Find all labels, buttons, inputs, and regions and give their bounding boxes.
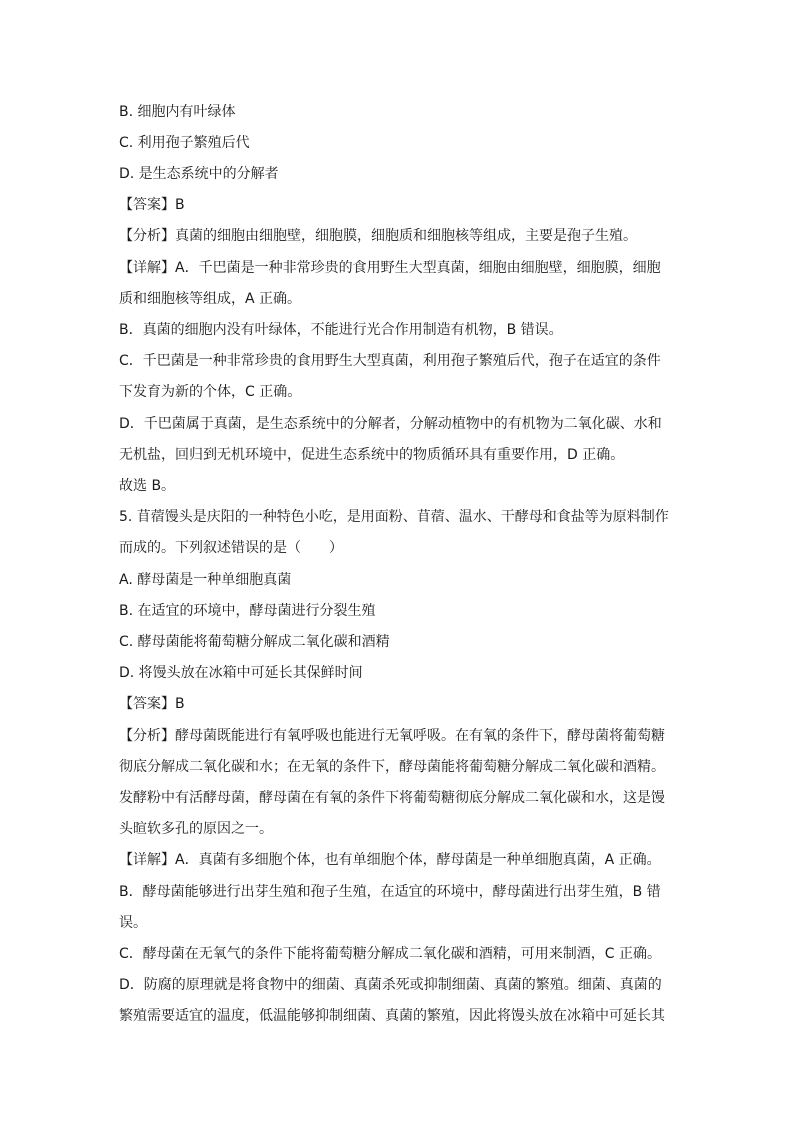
text-line: 而成的。下列叙述错误的是（ ） [119, 540, 343, 556]
text-line: 【分析】酵母菌既能进行有氧呼吸也能进行无氧呼吸。在有氧的条件下，酵母菌将葡萄糖 [119, 728, 665, 744]
text-line: D．防腐的原理就是将食物中的细菌、真菌杀死或抑制细菌、真菌的繁殖。细菌、真菌的 [119, 977, 662, 993]
text-line: 【答案】B [119, 696, 185, 712]
text-line: C. 酵母菌能将葡萄糖分解成二氧化碳和酒精 [119, 634, 390, 650]
text-line: 质和细胞核等组成，A 正确。 [119, 291, 302, 307]
text-line: 【答案】B [119, 197, 185, 213]
text-line: 发酵粉中有活酵母菌，酵母菌在有氧的条件下将葡萄糖彻底分解成二氧化碳和水，这是馒 [119, 790, 665, 806]
text-line: D. 是生态系统中的分解者 [119, 166, 279, 182]
text-line: A. 酵母菌是一种单细胞真菌 [119, 572, 292, 588]
text-line: 无机盐，回归到无机环境中，促进生态系统中的物质循环具有重要作用，D 正确。 [119, 447, 625, 463]
text-line: C．千巴菌是一种非常珍贵的食用野生大型真菌，利用孢子繁殖后代，孢子在适宜的条件 [119, 353, 661, 369]
text-line: 【详解】A．真菌有多细胞个体，也有单细胞个体，酵母菌是一种单细胞真菌，A 正确。 [119, 852, 661, 868]
text-line: C. 利用孢子繁殖后代 [119, 135, 250, 151]
text-line: 故选 B。 [119, 478, 176, 494]
text-line: C．酵母菌在无氧气的条件下能将葡萄糖分解成二氧化碳和酒精，可用来制酒，C 正确。 [119, 946, 661, 962]
text-line: 【分析】真菌的细胞由细胞壁，细胞膜，细胞质和细胞核等组成，主要是孢子生殖。 [119, 228, 637, 244]
text-line: B. 在适宜的环境中，酵母菌进行分裂生殖 [119, 603, 376, 619]
text-line: B．酵母菌能够进行出芽生殖和孢子生殖，在适宜的环境中，酵母菌进行出芽生殖，B 错 [119, 884, 661, 900]
text-line: 误。 [119, 915, 147, 931]
text-line: D．千巴菌属于真菌，是生态系统中的分解者，分解动植物中的有机物为二氧化碳、水和 [119, 416, 662, 432]
text-line: 彻底分解成二氧化碳和水；在无氧的条件下，酵母菌能将葡萄糖分解成二氧化碳和酒精。 [119, 759, 665, 775]
text-line: 繁殖需要适宜的温度，低温能够抑制细菌、真菌的繁殖，因此将馒头放在冰箱中可延长其 [119, 1008, 665, 1024]
text-line: B．真菌的细胞内没有叶绿体，不能进行光合作用制造有机物，B 错误。 [119, 322, 563, 338]
text-line: 头暄软多孔的原因之一。 [119, 821, 273, 837]
text-line: 5. 苜蓿馒头是庆阳的一种特色小吃，是用面粉、苜蓿、温水、干酵母和食盐等为原料制作 [119, 509, 669, 525]
text-line: B. 细胞内有叶绿体 [119, 104, 236, 120]
text-line: 【详解】A．千巴菌是一种非常珍贵的食用野生大型真菌，细胞由细胞壁，细胞膜，细胞 [119, 260, 661, 276]
text-line: D. 将馒头放在冰箱中可延长其保鲜时间 [119, 665, 363, 681]
text-line: 下发育为新的个体，C 正确。 [119, 384, 302, 400]
